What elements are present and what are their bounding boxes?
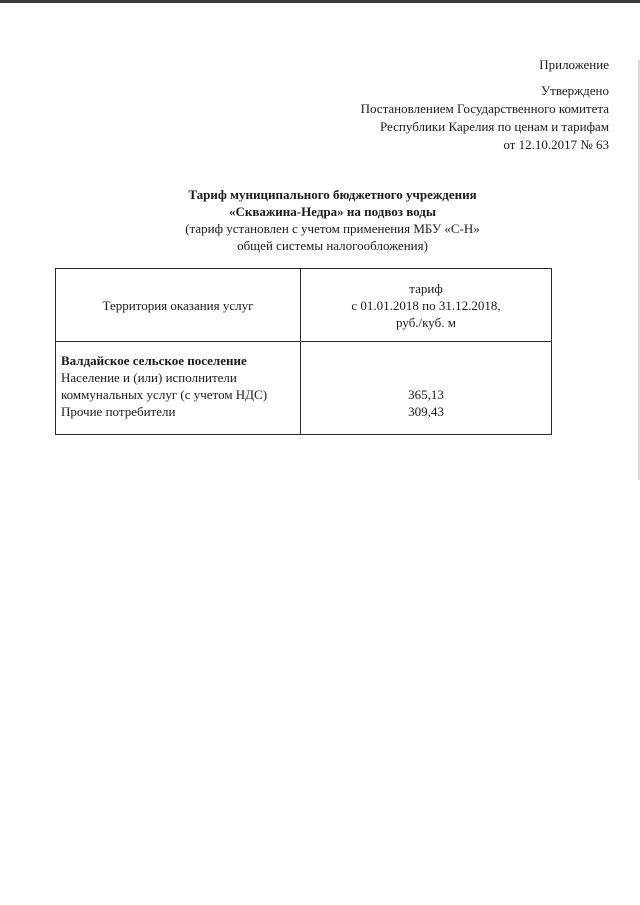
approval-line-2: Республики Карелия по ценам и тарифам (379, 119, 609, 134)
title-line-3: (тариф установлен с учетом применения МБУ «С-Н» (185, 221, 480, 236)
approved-label: Утверждено (540, 83, 609, 98)
consumer-2: Прочие потребители (61, 404, 176, 419)
title-line-1: Тариф муниципального бюджетного учреждения (188, 187, 477, 202)
territory-name: Валдайское сельское поселение (61, 353, 247, 368)
tariff-table (55, 268, 552, 435)
header-territory-label: Территория оказания услуг (102, 297, 254, 313)
document-title (130, 186, 535, 254)
consumer-1-line-2: коммунальных услуг (с учетом НДС) (61, 387, 268, 402)
title-line-4: общей системы налогообложения) (237, 238, 428, 253)
consumer-1-line-1: Население и (или) исполнители (61, 370, 237, 385)
table-row (56, 342, 552, 435)
approval-line-1: Постановлением Государственного комитета (360, 101, 609, 116)
header-tariff-line-2: с 01.01.2018 по 31.12.2018, (351, 297, 501, 313)
header-tariff (301, 269, 552, 342)
territory-cell (56, 342, 301, 435)
header-tariff-line-1: тариф (409, 280, 443, 296)
header-territory (56, 269, 301, 342)
tariff-values-cell (301, 342, 552, 435)
tariff-value-1: 365,13 (408, 387, 444, 402)
tariff-value-2: 309,43 (408, 404, 444, 419)
approval-date-number: от 12.10.2017 № 63 (503, 137, 609, 152)
approval-header (361, 56, 609, 154)
title-line-2: «Скважина-Недра» на подвоз воды (228, 204, 437, 219)
appendix-label: Приложение (539, 57, 609, 72)
scan-edge-top (0, 0, 640, 3)
table-header-row (56, 269, 552, 342)
header-tariff-line-3: руб./куб. м (396, 314, 456, 330)
